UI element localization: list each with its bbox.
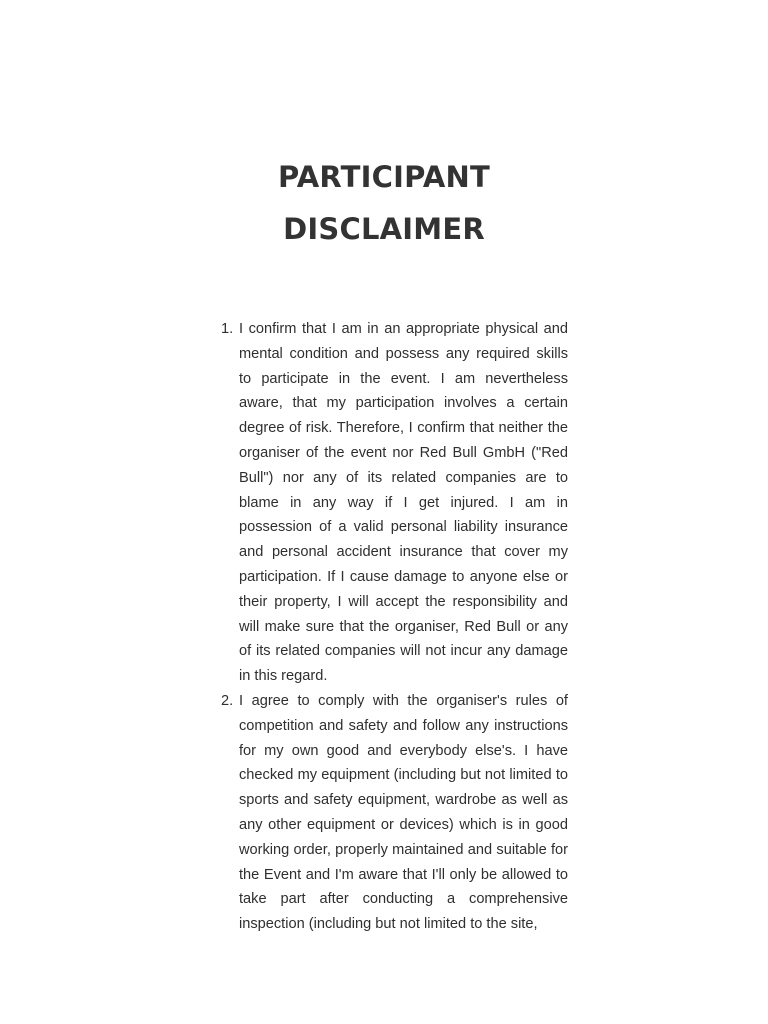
term-text-2: I agree to comply with the organiser's rules of competition and safety and follow any instructions for my own good and everybody else's. I have checked my equipment (including but not limited to sports and safety equipment, wardrobe as well as any other equipment or devices) which is in good working order, properly maintained and suitable for the Event and I'm aware that I'll only be allowed to take part after conducting a comprehensive inspection (including but not limited to the site, [239,692,568,933]
document-title [0,151,768,255]
term-number-2: 2. [221,692,234,709]
term-number-1: 1. [221,321,234,337]
term-item-2 [221,689,568,937]
disclaimer-terms-list [221,317,568,937]
title-line-1: PARTICIPANT [278,160,490,194]
title-line-2: DISCLAIMER [283,212,485,246]
term-item-1 [221,317,568,689]
term-text-1: I confirm that I am in an appropriate physical and mental condition and possess any required skills to participate in the event. I am nevertheless aware, that my participation involves a certain degree of risk. Therefore, I confirm that neither the organiser of the event nor Red Bull GmbH ("Red Bull") nor any of its related companies are to blame in any way if I get injured. I am in possession of a valid personal liability insurance and personal accident insurance that cover my participation. If I cause damage to anyone else or their property, I will accept the responsibility and will make sure that the organiser, Red Bull or any of its related companies will not incur any damage in this regard. [239,321,568,685]
